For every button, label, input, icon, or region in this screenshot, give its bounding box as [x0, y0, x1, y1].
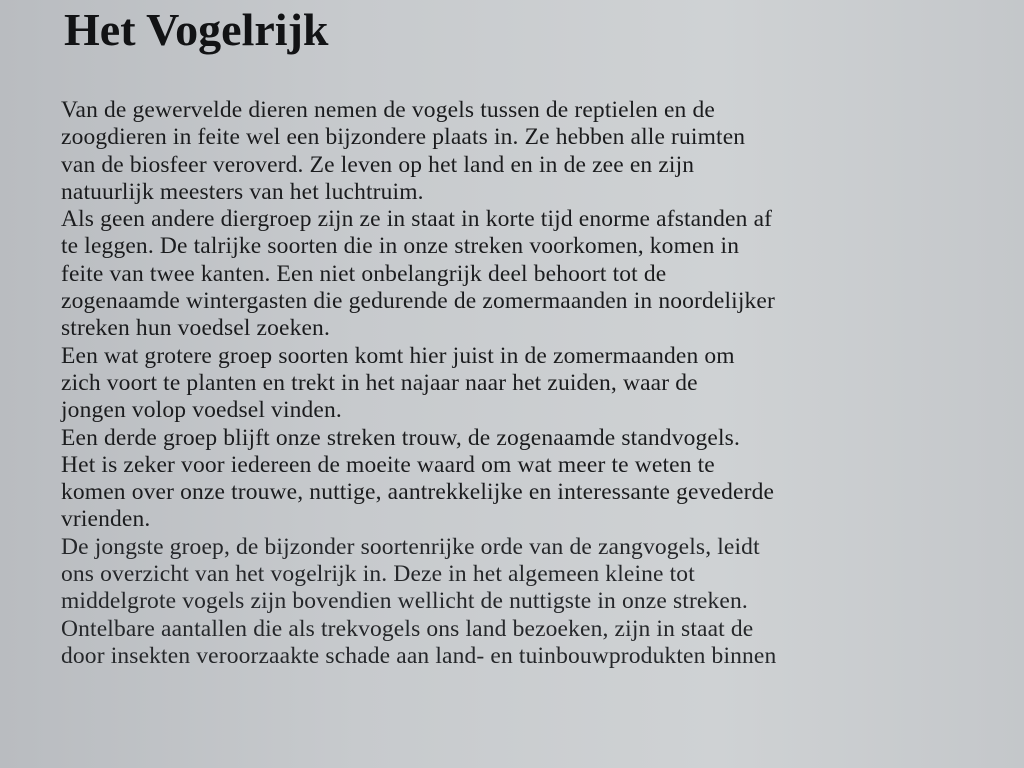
text-line: vrienden. [61, 506, 151, 533]
text-line: Van de gewervelde dieren nemen de vogels tussen de reptielen en de [61, 97, 715, 123]
text-line: door insekten veroorzaakte schade aan land- en tuinbouwprodukten binnen [61, 642, 777, 669]
text-line: ons overzicht van het vogelrijk in. Deze in het algemeen kleine tot [61, 561, 695, 588]
text-line: zich voort te planten en trekt in het najaar naar het zuiden, waar de [61, 369, 698, 396]
text-line: streken hun voedsel zoeken. [61, 315, 330, 342]
text-line: Ontelbare aantallen die als trekvogels ons land bezoeken, zijn in staat de [61, 615, 754, 642]
text-line: Het is zeker voor iedereen de moeite waard om wat meer te weten te [61, 451, 715, 478]
text-line: jongen volop voedsel vinden. [61, 397, 342, 424]
text-line: feite van twee kanten. Een niet onbelangrijk deel behoort tot de [61, 260, 667, 287]
text-line: zoogdieren in feite wel een bijzondere plaats in. Ze hebben alle ruimten [61, 124, 746, 151]
body-text [61, 97, 1024, 670]
text-line: Als geen andere diergroep zijn ze in staat in korte tijd enorme afstanden af [61, 206, 773, 233]
text-line: zogenaamde wintergasten die gedurende de zomermaanden in noordelijker [61, 288, 775, 315]
text-line: Een wat grotere groep soorten komt hier juist in de zomermaanden om [61, 342, 735, 369]
text-line: natuurlijk meesters van het luchtruim. [61, 178, 424, 205]
text-line: van de biosfeer veroverd. Ze leven op het land en in de zee en zijn [61, 151, 695, 178]
text-line: De jongste groep, de bijzonder soortenrijke orde van de zangvogels, leidt [61, 533, 760, 560]
text-line: middelgrote vogels zijn bovendien wellicht de nuttigste in onze streken. [61, 588, 748, 615]
text-line: Een derde groep blijft onze streken trouw, de zogenaamde standvogels. [61, 424, 740, 451]
text-line: komen over onze trouwe, nuttige, aantrekkelijke en interessante gevederde [61, 479, 775, 506]
page-title: Het Vogelrijk [64, 4, 329, 55]
text-line: te leggen. De talrijke soorten die in onze streken voorkomen, komen in [61, 233, 740, 260]
